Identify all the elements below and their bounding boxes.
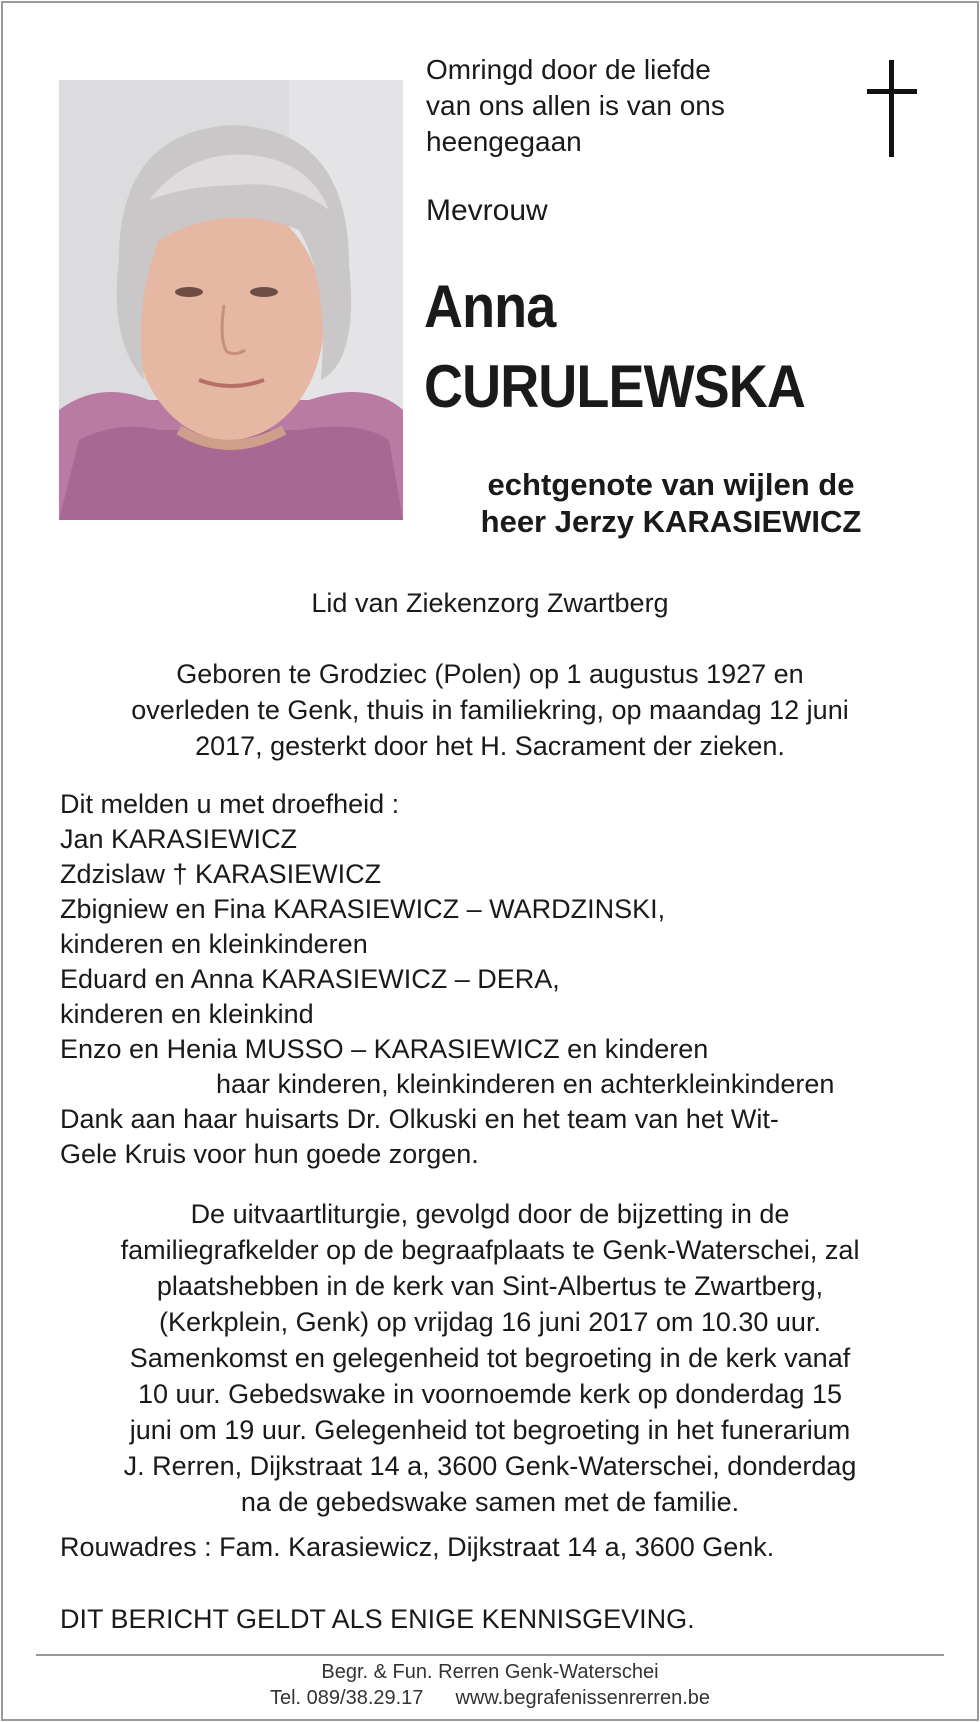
- footer-contact: [0, 1687, 980, 1710]
- spouse-line: echtgenote van wijlen de: [487, 467, 855, 502]
- funeral-line: De uitvaartliturgie, gevolgd door de bijzetting in de: [190, 1199, 790, 1229]
- footer-divider: [36, 1654, 944, 1656]
- family-line: Dit melden u met droefheid :: [60, 789, 400, 819]
- cross-icon: [862, 60, 922, 160]
- family-line: Enzo en Henia MUSSO – KARASIEWICZ en kinderen: [60, 1034, 709, 1064]
- funeral-line: (Kerkplein, Genk) op vrijdag 16 juni 2017 om 10.30 uur.: [159, 1307, 821, 1337]
- notice-text: DIT BERICHT GELDT ALS ENIGE KENNISGEVING.: [60, 1604, 695, 1634]
- birth-line: Geboren te Grodziec (Polen) op 1 augustus 1927 en: [176, 659, 804, 689]
- deceased-first-name: Anna: [424, 273, 556, 340]
- funeral-line: 10 uur. Gebedswake in voornoemde kerk op donderdag 15: [138, 1379, 842, 1409]
- birth-death-text: [60, 656, 920, 764]
- portrait-photo: [59, 80, 403, 520]
- membership: Lid van Ziekenzorg Zwartberg: [311, 588, 669, 618]
- intro-text: [426, 52, 786, 160]
- intro-line: van ons allen is van ons: [426, 90, 725, 121]
- family-line: Dank aan haar huisarts Dr. Olkuski en het team van het Wit-: [60, 1104, 779, 1134]
- funeral-line: Samenkomst en gelegenheid tot begroeting in de kerk vanaf: [129, 1343, 851, 1373]
- funeral-text: [50, 1196, 930, 1520]
- funeral-line: juni om 19 uur. Gelegenheid tot begroeting in het funerarium: [129, 1415, 851, 1445]
- deceased-last-name: CURULEWSKA: [424, 353, 805, 420]
- family-line: haar kinderen, kleinkinderen en achterkleinkinderen: [216, 1069, 835, 1099]
- family-line: Gele Kruis voor hun goede zorgen.: [60, 1139, 479, 1169]
- birth-line: overleden te Genk, thuis in familiekring, op maandag 12 juni: [131, 695, 849, 725]
- spouse-line: heer Jerzy KARASIEWICZ: [480, 504, 862, 539]
- funeral-line: plaatshebben in de kerk van Sint-Albertus te Zwartberg,: [156, 1271, 824, 1301]
- family-line: Zbigniew en Fina KARASIEWICZ – WARDZINSKI,: [60, 894, 666, 924]
- family-line: kinderen en kleinkind: [60, 999, 314, 1029]
- funeral-line: na de gebedswake samen met de familie.: [240, 1487, 740, 1517]
- honorific: Mevrouw: [426, 194, 548, 227]
- family-line: Jan KARASIEWICZ: [60, 824, 298, 854]
- birth-line: 2017, gesterkt door het H. Sacrament der zieken.: [195, 731, 785, 761]
- funeral-line: familiegrafkelder op de begraafplaats te Genk-Waterschei, zal: [120, 1235, 860, 1265]
- mourning-address: Rouwadres : Fam. Karasiewicz, Dijkstraat 14 a, 3600 Genk.: [60, 1532, 775, 1562]
- footer-phone: Tel. 089/38.29.17: [269, 1687, 424, 1709]
- funeral-line: J. Rerren, Dijkstraat 14 a, 3600 Genk-Waterschei, donderdag: [123, 1451, 857, 1481]
- footer-website[interactable]: www.begrafenissenrerren.be: [455, 1687, 711, 1709]
- spouse-text: [426, 466, 916, 540]
- family-line: Eduard en Anna KARASIEWICZ – DERA,: [60, 964, 560, 994]
- family-line: kinderen en kleinkinderen: [60, 929, 368, 959]
- footer-company: Begr. & Fun. Rerren Genk-Waterschei: [321, 1661, 659, 1683]
- family-line: Zdzislaw † KARASIEWICZ: [60, 859, 382, 889]
- family-list: [60, 787, 940, 1172]
- intro-line: Omringd door de liefde: [426, 54, 711, 85]
- intro-line: heengegaan: [426, 126, 582, 157]
